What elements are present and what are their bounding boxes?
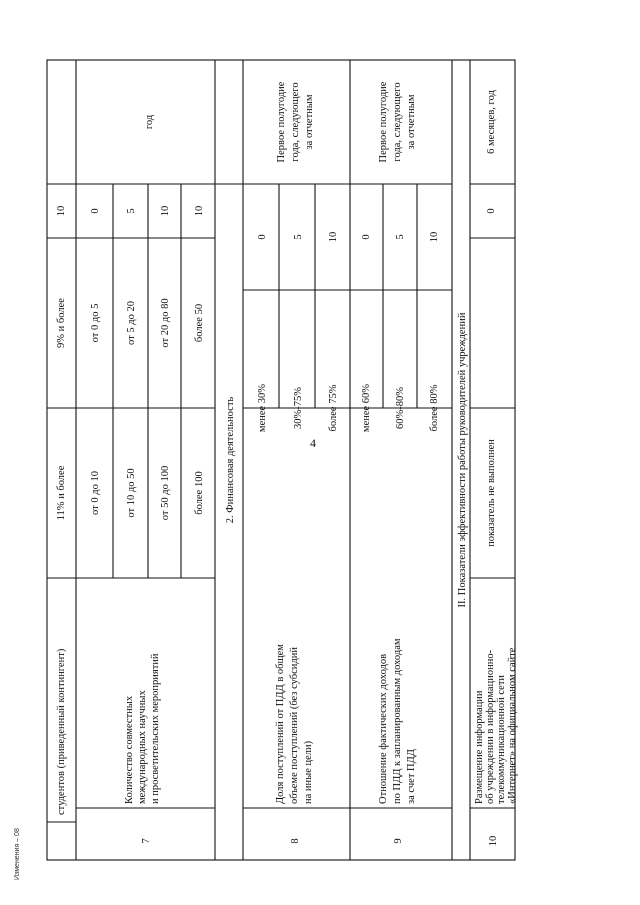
row-6-criterion-1: 11% и более <box>56 465 67 521</box>
row-9-number: 9 <box>393 838 404 844</box>
row-7-sub-3-criterion-1: от 50 до 100 <box>160 465 171 521</box>
row-8-name-line-3: на иные цели) <box>303 740 314 804</box>
row-7-sub-4-points: 10 <box>194 205 205 217</box>
row-9-period-line-1: Первое полугодие <box>378 81 389 163</box>
row-7-sub-1-criterion-2: от 0 до 5 <box>90 303 101 343</box>
row-6-name: студентов (приведенный контингент) <box>56 648 67 815</box>
section-II-heading: II. Показатели эффективности работы руководителей учреждений <box>457 312 468 608</box>
row-9-sub-1-points: 0 <box>361 234 372 240</box>
row-8-sub-2-criterion: 30%-75% <box>293 387 304 429</box>
row-9-period-line-2: года, следующего <box>392 82 403 162</box>
row-8-sub-3-points: 10 <box>328 231 339 243</box>
row-9-name-line-1: Отношение фактических доходов <box>378 653 389 804</box>
row-7-sub-3-points: 10 <box>160 205 171 217</box>
row-9-sub-1-criterion: менее 60% <box>361 383 372 433</box>
row-6-criterion-2: 9% и более <box>56 298 67 348</box>
row-7-period: год <box>144 114 155 130</box>
row-9-sub-2-points: 5 <box>395 234 406 240</box>
row-7-name-line-2: международных научных <box>137 690 148 804</box>
row-10-name-line-1: Размещение информации <box>474 690 485 804</box>
row-10-name-line-2: об учреждении в информационно- <box>485 649 496 804</box>
row-7-sub-1-points: 0 <box>90 208 101 214</box>
row-7-sub-2-criterion-2: от 5 до 20 <box>126 301 137 345</box>
row-10-number: 10 <box>488 835 499 847</box>
row-8-period-line-2: года, следующего <box>290 82 301 162</box>
row-9-period-line-3: за отчетным <box>406 94 417 150</box>
row-10-criterion: показатель не выполнен <box>486 439 497 547</box>
row-9-name-line-3: за счет ПДД <box>406 749 417 804</box>
row-10-points: 0 <box>486 208 497 214</box>
row-7-sub-4-criterion-1: более 100 <box>194 471 205 515</box>
row-8-name-line-1: Доля поступлений от ПДД в общем <box>275 644 286 804</box>
row-7-number: 7 <box>141 838 152 844</box>
page-number: 4 <box>310 436 316 450</box>
row-10-period: 6 месяцев, год <box>486 90 497 154</box>
row-8-sub-1-criterion: менее 30% <box>257 383 268 433</box>
row-8-number: 8 <box>290 838 301 844</box>
row-8-sub-3-criterion: более 75% <box>328 384 339 432</box>
row-9-sub-3-criterion: более 80% <box>429 384 440 432</box>
row-7-sub-4-criterion-2: более 50 <box>194 303 205 343</box>
row-9-sub-3-points: 10 <box>429 231 440 243</box>
row-7-sub-2-points: 5 <box>126 208 137 214</box>
row-7-sub-3-criterion-2: от 20 до 80 <box>160 298 171 348</box>
section-2-heading: 2. Финансовая деятельность <box>225 396 236 524</box>
row-7-sub-2-criterion-1: от 10 до 50 <box>126 468 137 518</box>
row-10-name-line-4: «Интернет» на официальном сайте <box>507 647 518 804</box>
row-8-period-line-3: за отчетным <box>304 94 315 150</box>
row-7-name-line-1: Количество совместных <box>124 695 135 804</box>
row-9-sub-2-criterion: 60%-80% <box>395 387 406 429</box>
row-10-name-line-3: телекоммуникационной сети <box>496 674 507 804</box>
row-7-name-line-3: и просветительских мероприятий <box>150 653 161 804</box>
row-8-sub-2-points: 5 <box>293 234 304 240</box>
row-7-sub-1-criterion-1: от 0 до 10 <box>90 471 101 515</box>
footer-revision-note: Изменения – 08 <box>14 828 21 880</box>
row-6-points: 10 <box>56 205 67 217</box>
row-8-sub-1-points: 0 <box>257 234 268 240</box>
row-8-name-line-2: объеме поступлений (без субсидий <box>289 647 300 804</box>
row-9-name-line-2: по ПДД к запланированным доходам <box>392 638 403 804</box>
row-8-period-line-1: Первое полугодие <box>276 81 287 163</box>
